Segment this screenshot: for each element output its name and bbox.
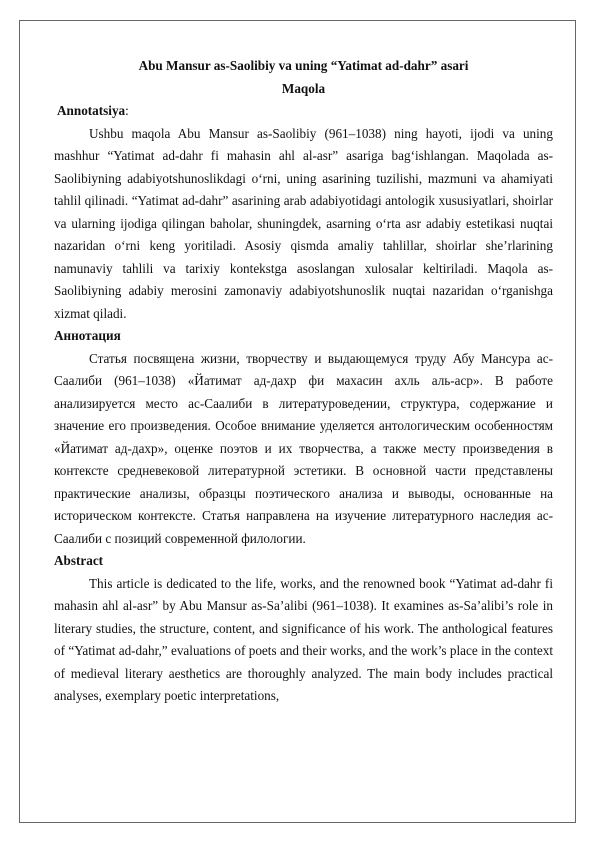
annotatsiya-paragraph: Ushbu maqola Abu Mansur as-Saolibiy (961–1038) ning hayoti, ijodi va uning mashhur “Yatimat ad-dahr fi mahasin ahl al-asr” asariga bag‘ishlangan. Maqolada as-Saolibiyning adabiyotshunoslikdagi o‘rni, uning asarining tuzilishi, mazmuni va ahamiyati tahlil qilinadi. “Yatimat ad-dahr” asarining arab adabiyotidagi antologik xususiyatlari, shoirlar va ularning ijodiga qilingan baholar, shuningdek, asarning o‘rta asr adabiy estetikasi nuqtai nazaridan o‘rni keng yoritiladi. Asosiy qismda amaliy tahlillar, shoirlar she’rlarining namunaviy tahlili va tarixiy kontekstga asoslangan xulosalar keltiriladi. Maqola as-Saolibiyning adabiy merosini zamonaviy adabiyotshunoslik nuqtai nazaridan o‘rganishga xizmat qiladi.: [54, 125, 553, 321]
article-title: Abu Mansur as-Saolibiy va uning “Yatimat ad-dahr” asari: [138, 58, 469, 73]
article-subtitle: Maqola: [281, 80, 326, 96]
annotatsiya-heading: [57, 100, 553, 123]
annotatsiya-heading-colon: :: [125, 103, 129, 118]
abstract-paragraph: This article is dedicated to the life, works, and the renowned book “Yatimat ad-dahr fi mahasin ahl al-asr” by Abu Mansur as-Sa’alibi (961–1038). It examines as-Sa’alibi’s role in literary studies, the structure, content, and significance of his work. The anthological features of “Yatimat ad-dahr,” evaluations of poets and their works, and the work’s place in the context of medieval literary aesthetics are thoroughly analyzed. The main body includes practical analyses, exemplary poetic interpretations,: [54, 575, 553, 703]
annotation-ru-paragraph: Статья посвящена жизни, творчеству и выдающемуся труду Абу Мансура ас-Саалиби (961–1038) «Йатимат ад-дахр фи махасин ахль аль-аср». В работе анализируется место ас-Саалиби в литературоведении, структура, содержание и значение его произведения. Особое внимание уделяется антологическим особенностям «Йатимат ад-дахр», оценке поэтов и их творчества, а также месту произведения в контексте средневековой литературной эстетики. В основной части представлены практические анализы, образцы поэтического анализа и выводы, основанные на историческом контексте. Статья направлена на изучение литературного наследия ас-Саалиби с позиций современной филологии.: [54, 350, 553, 546]
article-body: [54, 55, 553, 708]
abstract-heading: Abstract: [54, 553, 104, 568]
annotatsiya-heading-text: Annotatsiya: [57, 103, 126, 118]
annotation-ru-heading: Аннотация: [54, 328, 121, 343]
